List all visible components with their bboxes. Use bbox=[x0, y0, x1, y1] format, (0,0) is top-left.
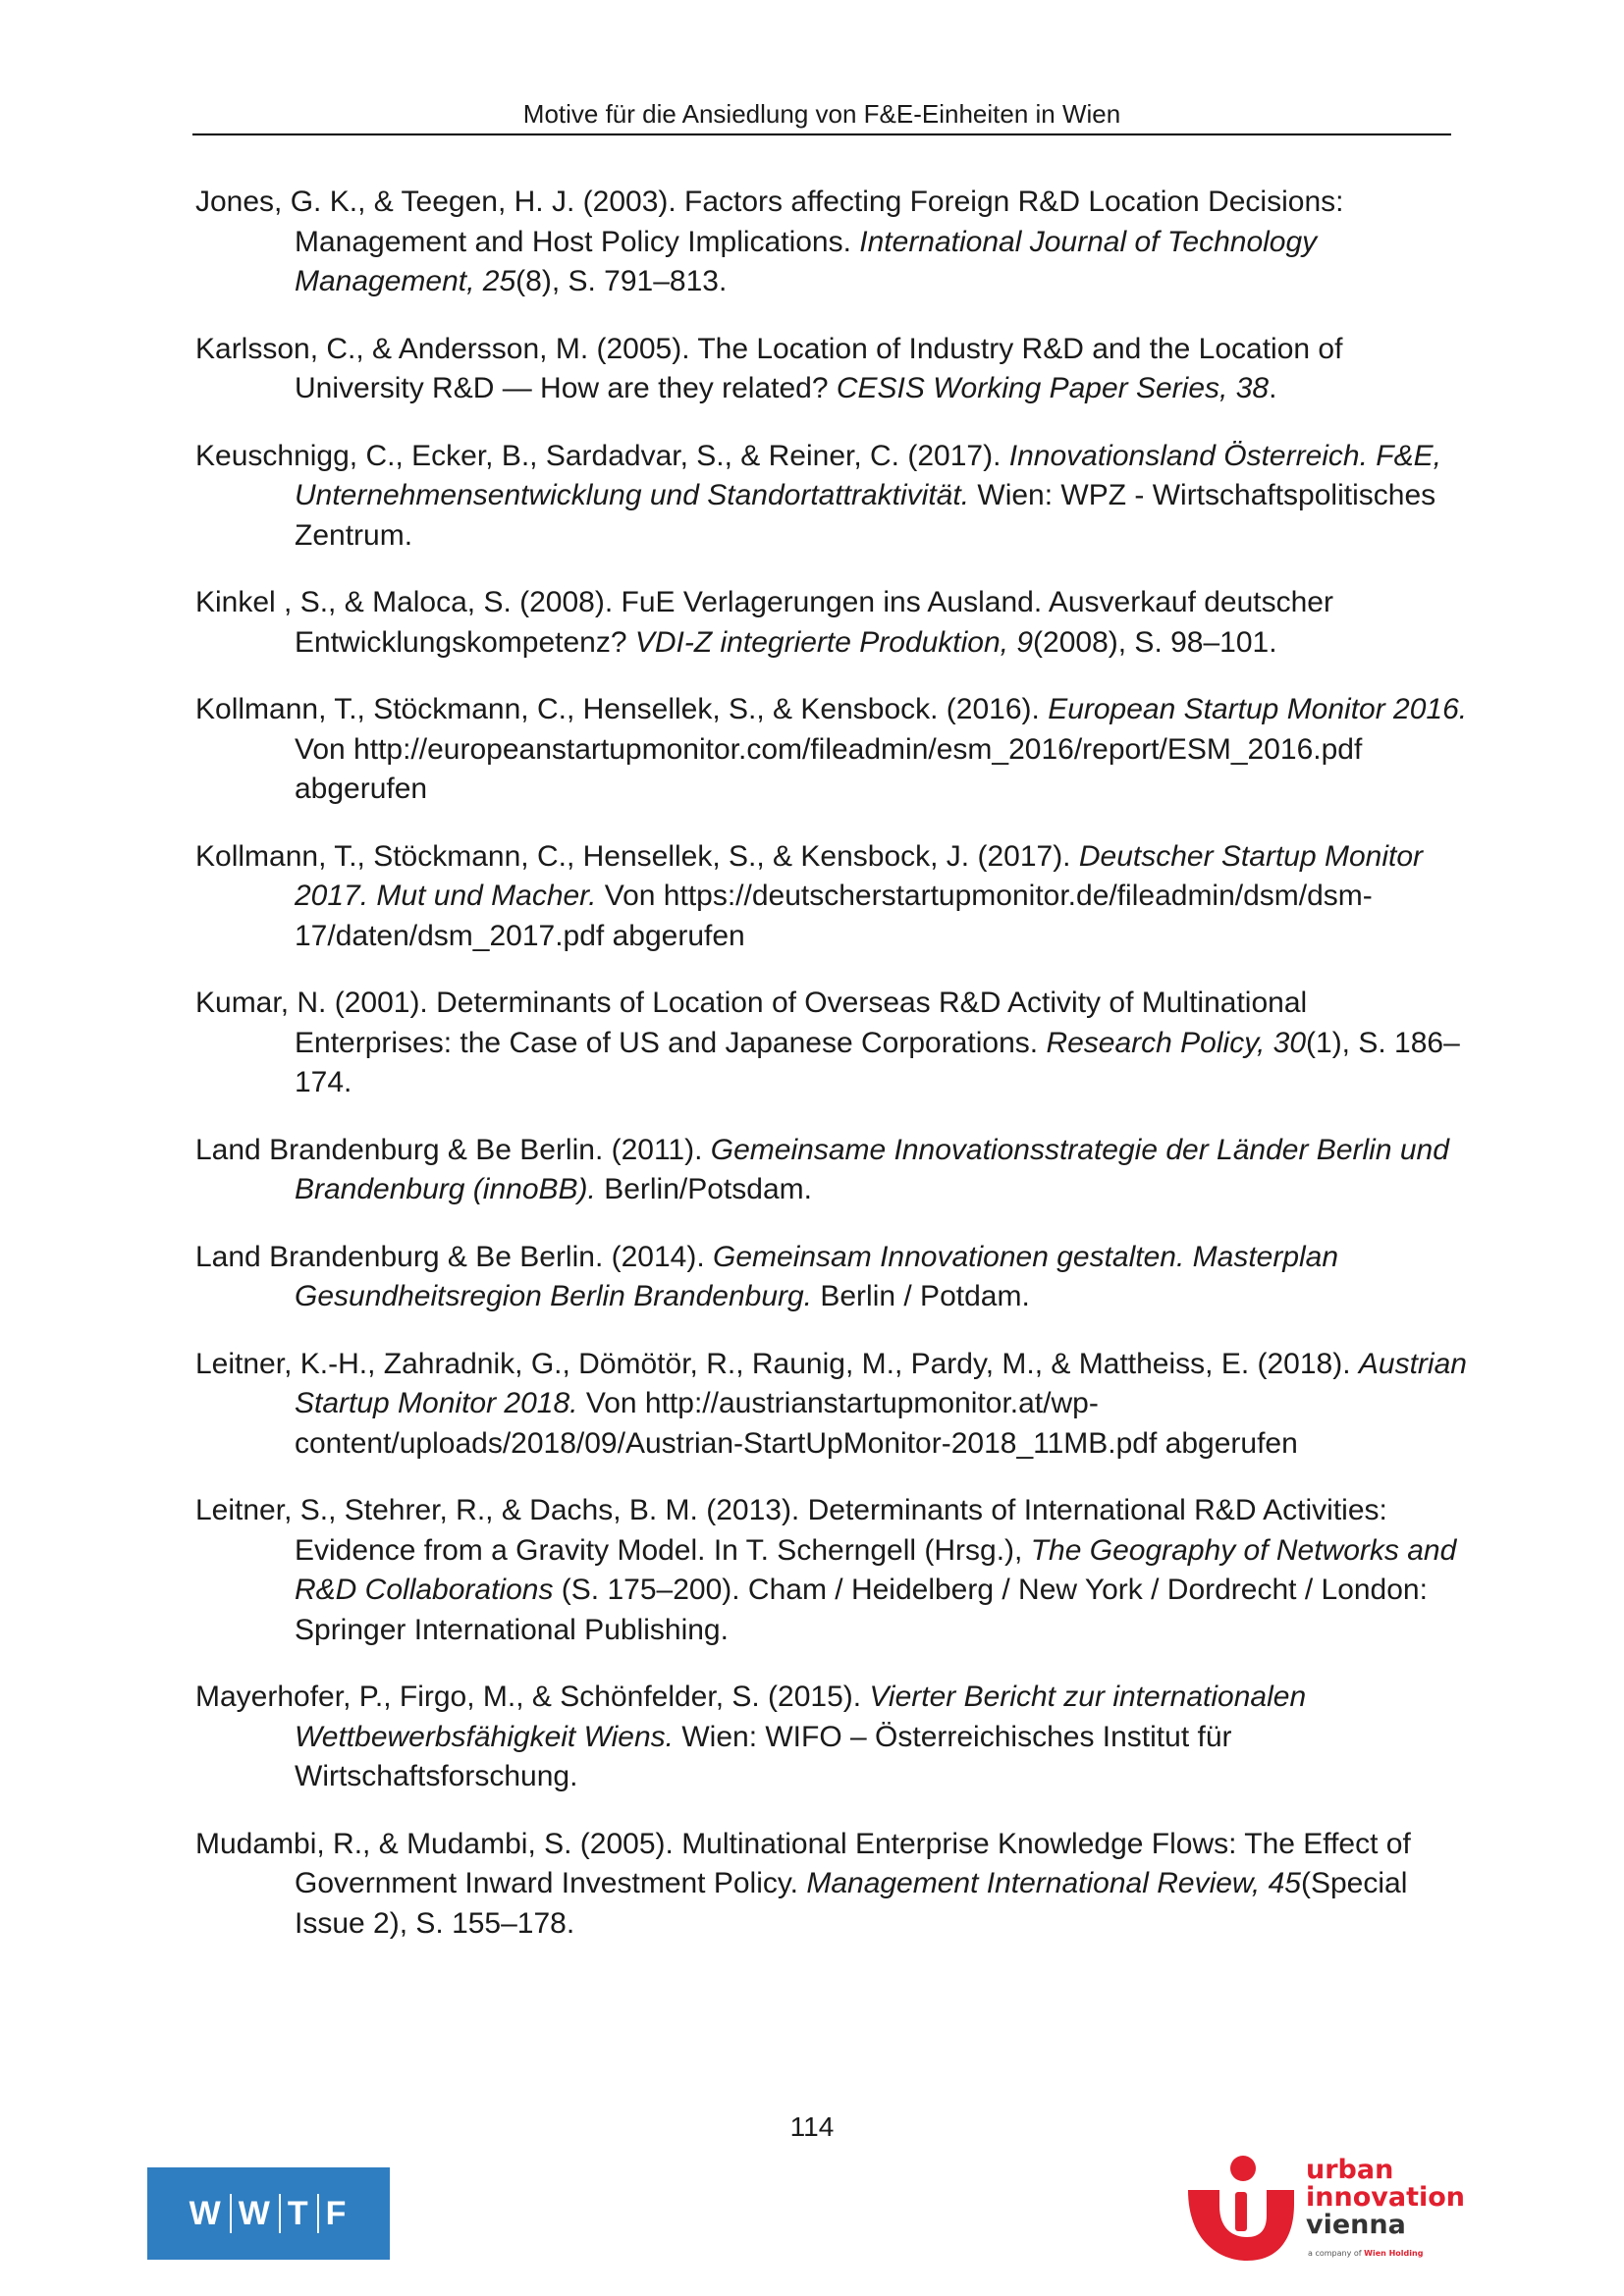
reference-text: (2008), S. 98–101. bbox=[1033, 625, 1277, 659]
reference-text: (S. 175–200). Cham / Heidelberg / New York / Dordrecht / London: Springer International Publishing. bbox=[295, 1574, 1428, 1646]
wwtf-letter: F bbox=[325, 2194, 349, 2232]
header-rule bbox=[192, 133, 1451, 135]
reference-text: Kollmann, T., Stöckmann, C., Hensellek, S., & Kensbock. (2016). bbox=[195, 693, 1049, 725]
reference-italic-text: CESIS Working Paper Series, 38 bbox=[836, 372, 1270, 404]
reference-list bbox=[195, 183, 1472, 1971]
reference-text: Jones, G. K., & Teegen, H. J. (2003). Factors affecting Foreign R&D Location Decisions: Management and Host Policy Implications. bbox=[195, 186, 1344, 258]
reference-entry bbox=[195, 330, 1472, 409]
reference-italic-text: Gemeinsame Innovationsstrategie der Länder Berlin und Brandenburg (innoBB). bbox=[295, 1133, 1449, 1205]
reference-text: Kinkel , S., & Maloca, S. (2008). FuE Verlagerungen ins Ausland. Ausverkauf deutscher Entwicklungskompetenz? bbox=[195, 586, 1333, 659]
uiv-company-line bbox=[1308, 2249, 1423, 2258]
reference-text: Wien: WIFO – Österreichisches Institut für Wirtschaftsforschung. bbox=[295, 1720, 1232, 1792]
reference-italic-text: Deutscher Startup Monitor 2017. Mut und Macher. bbox=[295, 839, 1424, 912]
reference-italic-text: Innovationsland Österreich. F&E, Unternehmensentwicklung und Standortattraktivität. bbox=[295, 439, 1441, 511]
wwtf-divider bbox=[230, 2194, 232, 2233]
reference-text: (8), S. 791–813. bbox=[515, 265, 728, 297]
reference-italic-text: Management International Review, 45 bbox=[806, 1867, 1301, 1899]
reference-text: Wien: WPZ - Wirtschaftspolitisches Zentrum. bbox=[295, 479, 1436, 552]
reference-entry bbox=[195, 1678, 1472, 1797]
reference-text: Land Brandenburg & Be Berlin. (2011). bbox=[195, 1133, 711, 1166]
reference-text: Kumar, N. (2001). Determinants of Location of Overseas R&D Activity of Multinational Enterprises: the Case of US and Japanese Corporations. bbox=[195, 987, 1308, 1059]
uiv-line: innovation bbox=[1306, 2182, 1465, 2213]
reference-text: Mudambi, R., & Mudambi, S. (2005). Multinational Enterprise Knowledge Flows: The Effect of Government Inward Investment Policy. bbox=[195, 1827, 1411, 1899]
wwtf-divider bbox=[279, 2194, 281, 2233]
reference-italic-text: Vierter Bericht zur internationalen Wettbewerbsfähigkeit Wiens. bbox=[295, 1681, 1307, 1753]
reference-entry bbox=[195, 1238, 1472, 1317]
reference-entry bbox=[195, 1345, 1472, 1465]
reference-text: Von https://deutscherstartupmonitor.de/fileadmin/dsm/dsm-17/daten/dsm_2017.pdf abgerufen bbox=[295, 880, 1373, 952]
reference-text: Mayerhofer, P., Firgo, M., & Schönfelder, S. (2015). bbox=[195, 1681, 870, 1713]
reference-italic-text: European Startup Monitor 2016. bbox=[1048, 693, 1468, 725]
reference-text: Land Brandenburg & Be Berlin. (2014). bbox=[195, 1240, 714, 1273]
running-header: Motive für die Ansiedlung von F&E-Einheiten in Wien bbox=[522, 99, 1121, 129]
reference-text: Von http://europeanstartupmonitor.com/fileadmin/esm_2016/report/ESM_2016.pdf abgerufen bbox=[295, 732, 1363, 805]
uiv-wordmark bbox=[1306, 2157, 1465, 2239]
reference-entry bbox=[195, 690, 1472, 810]
reference-italic-text: VDI-Z integrierte Produktion, 9 bbox=[634, 625, 1034, 659]
reference-text: Karlsson, C., & Andersson, M. (2005). The Location of Industry R&D and the Location of University R&D — How are they related? bbox=[195, 332, 1343, 404]
reference-entry bbox=[195, 837, 1472, 957]
uiv-mark-icon bbox=[1184, 2147, 1300, 2265]
wwtf-letter: T bbox=[287, 2194, 310, 2232]
reference-entry bbox=[195, 984, 1472, 1103]
uiv-line: urban bbox=[1306, 2155, 1394, 2185]
reference-italic-text: Gemeinsam Innovationen gestalten. Masterplan Gesundheitsregion Berlin Brandenburg. bbox=[295, 1240, 1339, 1312]
reference-entry bbox=[195, 1491, 1472, 1650]
uiv-company-prefix: a company of bbox=[1308, 2249, 1365, 2258]
reference-text: Keuschnigg, C., Ecker, B., Sardadvar, S., & Reiner, C. (2017). bbox=[195, 439, 1009, 472]
reference-text: Kollmann, T., Stöckmann, C., Hensellek, S., & Kensbock, J. (2017). bbox=[195, 839, 1079, 873]
reference-text: . bbox=[1269, 372, 1277, 404]
reference-italic-text: International Journal of Technology Management, 25 bbox=[295, 225, 1318, 297]
reference-text: Leitner, S., Stehrer, R., & Dachs, B. M. (2013). Determinants of International R&D Activities: Evidence from a Gravity Model. In T. Scherngell (Hrsg.), bbox=[195, 1494, 1387, 1567]
reference-text: Von http://austrianstartupmonitor.at/wp-content/uploads/2018/09/Austrian-StartUpMonitor-2018_11MB.pdf abgerufen bbox=[295, 1387, 1298, 1460]
uiv-company-name: Wien Holding bbox=[1364, 2249, 1424, 2258]
reference-text: (Special Issue 2), S. 155–178. bbox=[295, 1867, 1408, 1940]
reference-text: Berlin/Potsdam. bbox=[595, 1173, 812, 1205]
wwtf-divider bbox=[317, 2194, 319, 2233]
wwtf-letter: W bbox=[189, 2194, 223, 2232]
reference-text: Leitner, K.-H., Zahradnik, G., Dömötör, R., Raunig, M., Pardy, M., & Mattheiss, E. (2018). bbox=[195, 1347, 1359, 1380]
reference-entry bbox=[195, 183, 1472, 302]
reference-italic-text: Austrian Startup Monitor 2018. bbox=[295, 1347, 1467, 1419]
reference-entry bbox=[195, 1131, 1472, 1210]
reference-entry bbox=[195, 437, 1472, 557]
reference-italic-text: The Geography of Networks and R&D Collaborations bbox=[295, 1533, 1457, 1606]
reference-italic-text: Research Policy, 30 bbox=[1046, 1026, 1307, 1059]
wwtf-letter: W bbox=[238, 2194, 272, 2232]
reference-entry bbox=[195, 1825, 1472, 1945]
reference-text: (1), S. 186–174. bbox=[295, 1026, 1460, 1098]
uiv-line: vienna bbox=[1306, 2210, 1406, 2240]
reference-entry bbox=[195, 583, 1472, 663]
reference-text: Berlin / Potdam. bbox=[812, 1280, 1030, 1312]
wwtf-logo bbox=[147, 2167, 390, 2260]
page-number: 114 bbox=[789, 2111, 835, 2142]
urban-innovation-vienna-logo bbox=[1184, 2147, 1479, 2274]
